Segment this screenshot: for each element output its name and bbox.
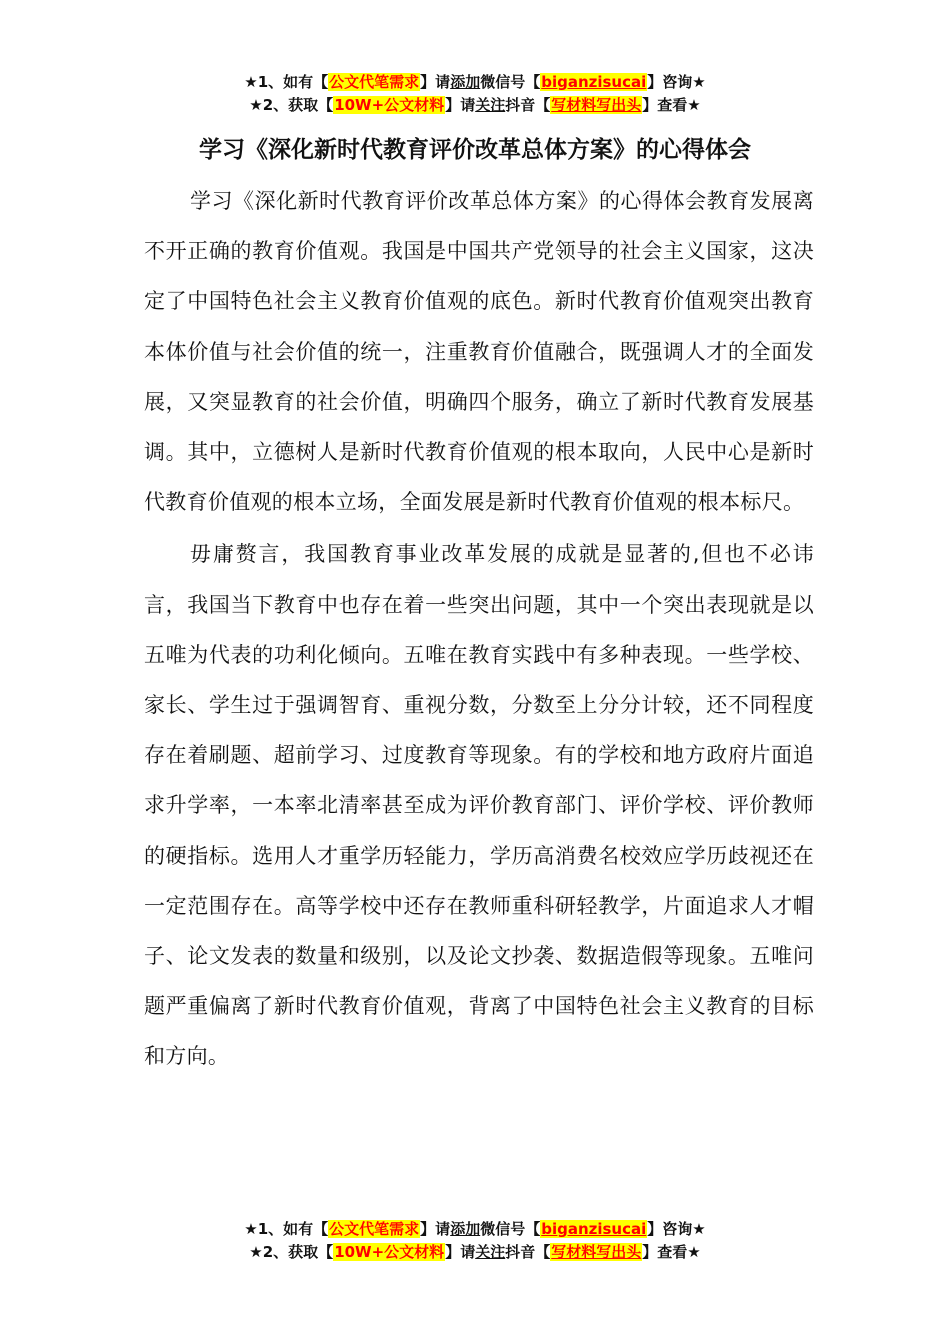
ad-wechat-id: biganzisucai	[541, 73, 647, 91]
ad-wechat-id: biganzisucai	[541, 1220, 647, 1238]
ad-highlight: 10W+公文材料	[334, 96, 445, 114]
ad-line-2	[0, 94, 950, 117]
ad-highlight: 10W+公文材料	[334, 1243, 445, 1261]
ad-text: ★2、获取【	[249, 96, 334, 114]
ad-line-1	[0, 1218, 950, 1241]
paragraph-2: 毋庸赘言，我国教育事业改革发展的成就是显著的,但也不必讳言，我国当下教育中也存在着一些突出问题，其中一个突出表现就是以五唯为代表的功利化倾向。五唯在教育实践中有多种表现。一些学校、家长、学生过于强调智育、重视分数，分数至上分分计较，还不同程度存在着刷题、超前学习、过度教育等现象。有的学校和地方政府片面追求升学率，一本率北清率甚至成为评价教育部门、评价学校、评价教师的硬指标。选用人才重学历轻能力，学历高消费名校效应学历歧视还在一定范围存在。高等学校中还存在教师重科研轻教学，片面追求人才帽子、论文发表的数量和级别，以及论文抄袭、数据造假等现象。五唯问题严重偏离了新时代教育价值观，背离了中国特色社会主义教育的目标和方向。	[144, 542, 814, 1069]
ad-douyin-id: 写材料写出头	[551, 1243, 642, 1261]
ad-underline: 关注	[475, 96, 506, 114]
ad-underline: 关注	[475, 1243, 506, 1261]
ad-text: ★1、如有【	[244, 73, 329, 91]
footer-ad-banner	[0, 1218, 950, 1264]
ad-text: 】咨询★	[647, 73, 706, 91]
ad-text: 】查看★	[642, 96, 701, 114]
document-title: 学习《深化新时代教育评价改革总体方案》的心得体会	[199, 137, 751, 163]
ad-text: 】查看★	[642, 1243, 701, 1261]
ad-text: 】请	[420, 73, 451, 91]
ad-douyin-id: 写材料写出头	[551, 96, 642, 114]
ad-text: ★1、如有【	[244, 1220, 329, 1238]
ad-line-2	[0, 1241, 950, 1264]
ad-text: 】咨询★	[647, 1220, 706, 1238]
paragraph-1: 学习《深化新时代教育评价改革总体方案》的心得体会教育发展离不开正确的教育价值观。我国是中国共产党领导的社会主义国家，这决定了中国特色社会主义教育价值观的底色。新时代教育价值观突出教育本体价值与社会价值的统一，注重教育价值融合，既强调人才的全面发展，又突显教育的社会价值，明确四个服务，确立了新时代教育发展基调。其中，立德树人是新时代教育价值观的根本取向，人民中心是新时代教育价值观的根本立场，全面发展是新时代教育价值观的根本标尺。	[144, 189, 814, 515]
header-ad-banner	[0, 71, 950, 117]
ad-underline: 添加	[450, 73, 481, 91]
ad-text: 微信号【	[480, 1220, 541, 1238]
ad-text: 】请	[445, 1243, 476, 1261]
ad-highlight: 公文代笔需求	[329, 73, 420, 91]
ad-text: 微信号【	[480, 73, 541, 91]
ad-text: 】请	[445, 96, 476, 114]
ad-text: 】请	[420, 1220, 451, 1238]
ad-text: 抖音【	[505, 1243, 551, 1261]
ad-text: ★2、获取【	[249, 1243, 334, 1261]
ad-highlight: 公文代笔需求	[329, 1220, 420, 1238]
ad-line-1	[0, 71, 950, 94]
document-body	[144, 176, 814, 1084]
ad-text: 抖音【	[505, 96, 551, 114]
ad-underline: 添加	[450, 1220, 481, 1238]
